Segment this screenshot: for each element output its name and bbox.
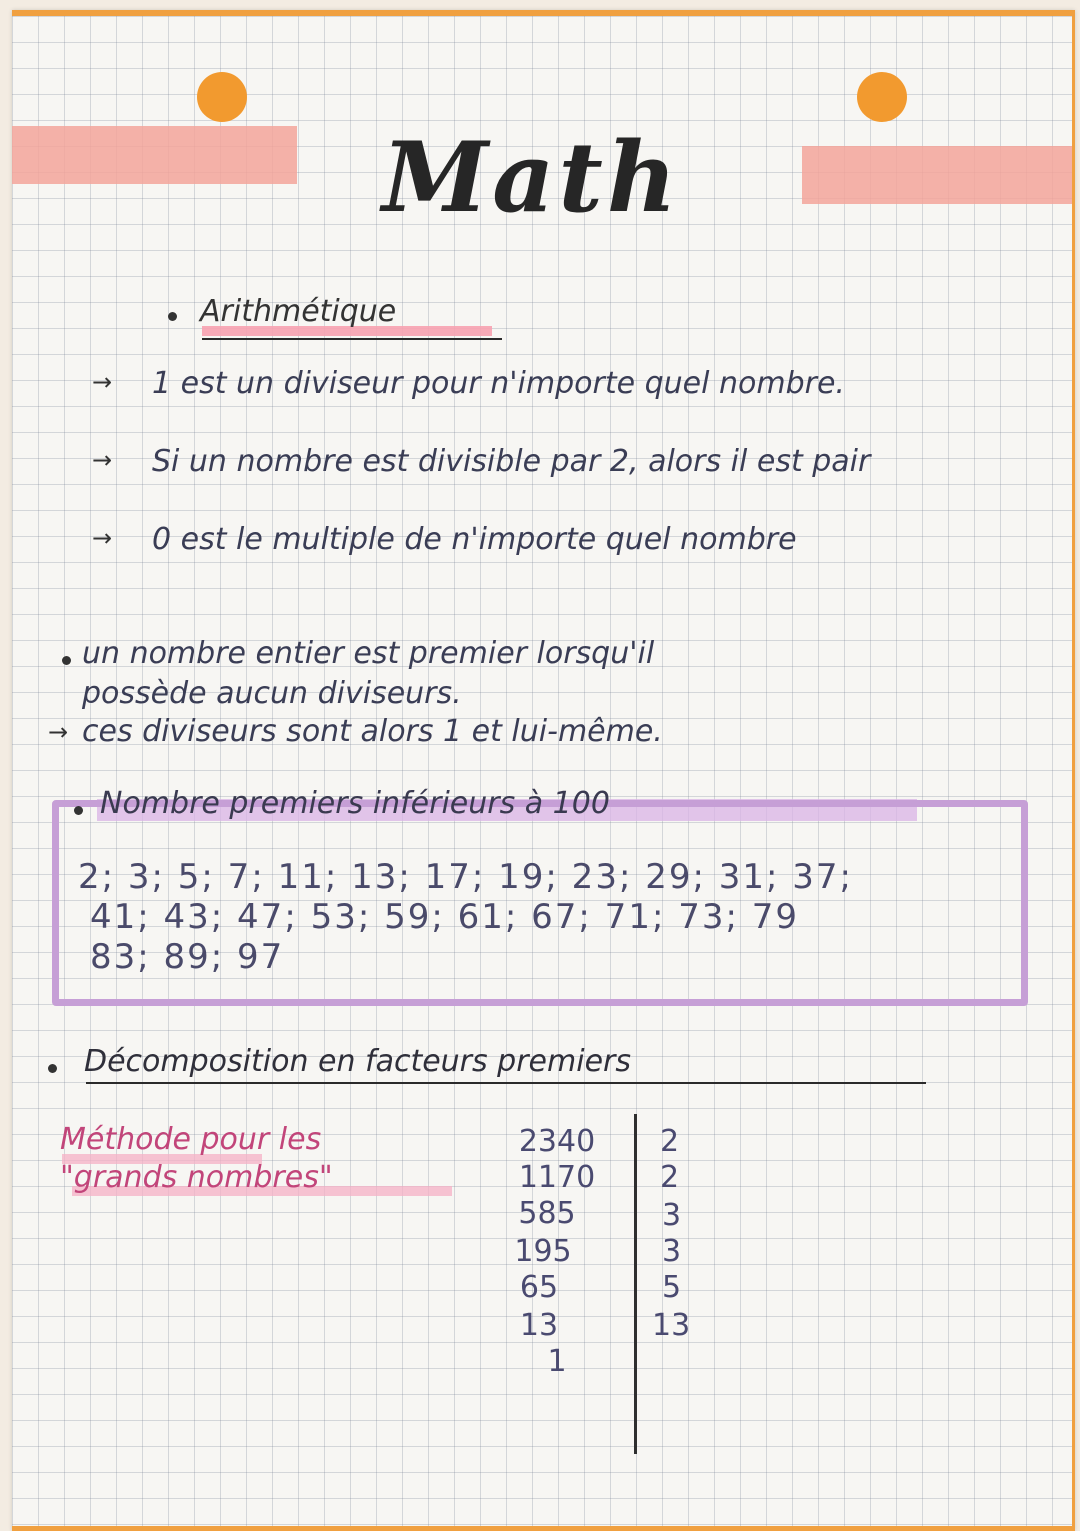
page-title: Math: [382, 121, 681, 234]
primes-row-1: 2; 3; 5; 7; 11; 13; 17; 19; 23; 29; 31; 37;: [78, 857, 853, 897]
arrow-icon: →: [48, 718, 69, 746]
binder-hole-right: [857, 72, 907, 122]
prime-definition-line3: ces diviseurs sont alors 1 et lui-même.: [82, 714, 663, 749]
rule-3: 0 est le multiple de n'importe quel nombre: [152, 522, 797, 557]
primes-row-2: 41; 43; 47; 53; 59; 61; 67; 71; 73; 79: [90, 897, 800, 937]
title-highlight-left: [12, 126, 297, 184]
prime-factor: 3: [662, 1234, 682, 1269]
bullet-dot: [168, 312, 177, 321]
method-label-line2: "grands nombres": [60, 1160, 333, 1195]
prime-factor: 2: [660, 1160, 680, 1195]
bullet-dot: [74, 806, 83, 815]
rule-1: 1 est un diviseur pour n'importe quel nombre.: [152, 366, 845, 401]
arithmetic-heading: Arithmétique: [200, 294, 397, 329]
dividend: 2340: [518, 1124, 596, 1159]
prime-factor: 13: [652, 1308, 691, 1343]
heading-underline: [86, 1082, 926, 1084]
arrow-icon: →: [92, 524, 113, 552]
prime-definition-line1: un nombre entier est premier lorsqu'il: [82, 636, 655, 671]
decomposition-heading: Décomposition en facteurs premiers: [84, 1044, 631, 1079]
dividend: 1: [547, 1344, 567, 1379]
binder-hole-left: [197, 72, 247, 122]
heading-underline: [202, 338, 502, 340]
dividend: 1170: [518, 1160, 596, 1195]
bullet-dot: [62, 656, 71, 665]
prime-definition-line2: possède aucun diviseurs.: [82, 676, 462, 711]
prime-factor: 3: [662, 1198, 682, 1233]
prime-factor: 5: [662, 1270, 682, 1305]
primes-heading: Nombre premiers inférieurs à 100: [100, 786, 610, 821]
rule-2: Si un nombre est divisible par 2, alors il est pair: [152, 444, 871, 479]
title-highlight-right: [802, 146, 1072, 204]
division-line: [634, 1114, 637, 1454]
dividend: 65: [519, 1270, 559, 1305]
prime-factor: 2: [660, 1124, 680, 1159]
dividend: 585: [518, 1196, 576, 1231]
method-label-line1: Méthode pour les: [60, 1122, 322, 1157]
primes-row-3: 83; 89; 97: [90, 937, 285, 977]
arrow-icon: →: [92, 446, 113, 474]
arrow-icon: →: [92, 368, 113, 396]
dividend: 13: [519, 1308, 559, 1343]
bullet-dot: [48, 1064, 57, 1073]
notebook-page: [12, 10, 1075, 1531]
dividend: 195: [514, 1234, 572, 1269]
